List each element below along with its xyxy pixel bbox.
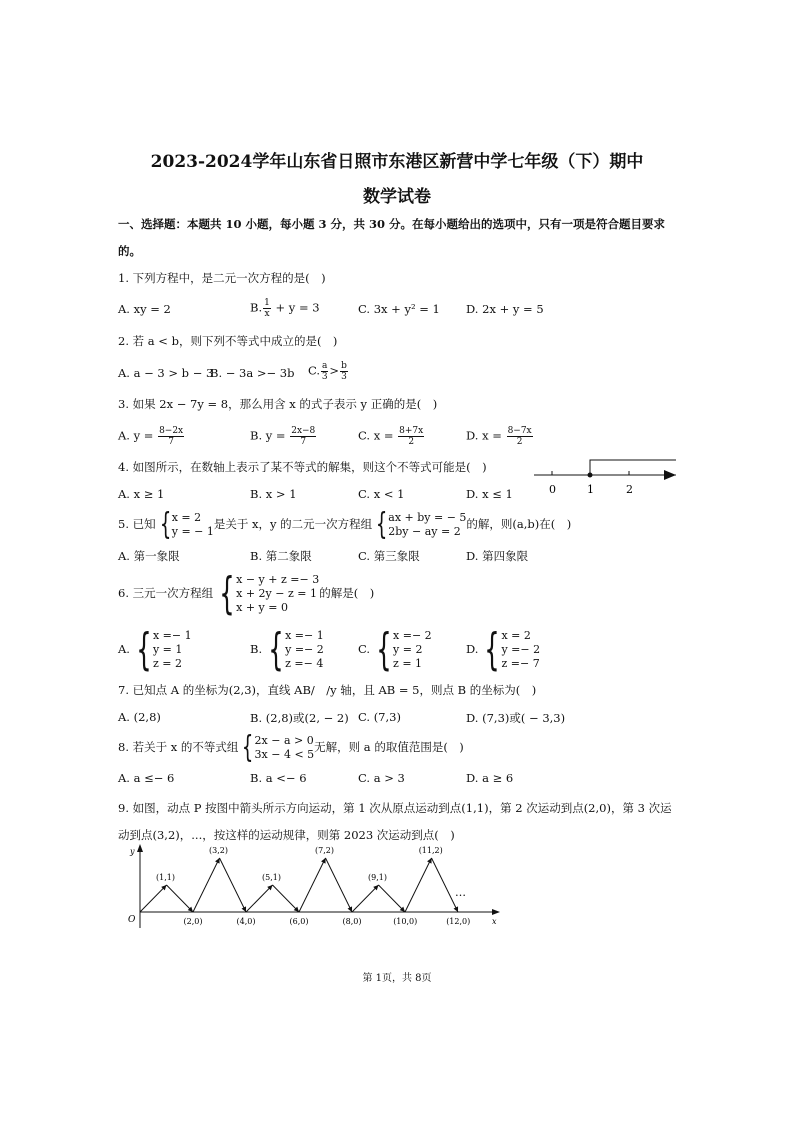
path-segment [379, 885, 406, 912]
q5-stem: 5. 已知 { x = 2 y = − 1 是关于 x，y 的二元一次方程组 { ax + by = − 5 2by − ay = 2 的解，则(a,b)在( ) [118, 507, 572, 542]
point-label: (2,0) [183, 917, 203, 926]
q8-stem: 8. 若关于 x 的不等式组 { 2x − a > 0 3x − 4 < 5 无解，则 a 的取值范围是( ) [118, 730, 464, 765]
axis-label-1: 1 [587, 483, 594, 496]
q7-option-a: A. (2,8) [118, 710, 161, 724]
movement-path-figure [118, 842, 508, 932]
path-segment [273, 885, 300, 912]
origin-label: O [128, 915, 136, 925]
point-label: (3,2) [209, 846, 228, 855]
point-label: (4,0) [236, 917, 256, 926]
q1-stem: 1. 下列方程中，是二元一次方程的是( ) [118, 271, 326, 285]
q5-option-d: D. 第四象限 [466, 549, 529, 563]
q8-option-d: D. a ≥ 6 [466, 771, 514, 785]
q3-option-a: A. y = $\frac{8-2x}{7}$ [118, 426, 184, 447]
q3-option-b: B. y = $\frac{2x-8}{7}$ [250, 426, 316, 447]
q1-option-c: C. 3x + y² = 1 [358, 302, 440, 316]
path-segment [405, 858, 432, 912]
q1-option-d: D. 2x + y = 5 [466, 302, 544, 316]
q1-option-b: B. $\frac{1}{x}$ + y = 3 [250, 298, 320, 319]
continuation-ellipsis: … [455, 886, 466, 899]
q4-option-d: D. x ≤ 1 [466, 487, 513, 501]
q1-option-a: A. xy = 2 [118, 302, 171, 316]
movement-path [140, 846, 470, 926]
q8-option-a: A. a ≤− 6 [118, 771, 175, 785]
q6-option-d: D. { x = 2 y =− 2 z =− 7 [466, 624, 541, 675]
q9-stem-line1: 9. 如图，动点 P 按图中箭头所示方向运动，第 1 次从原点运动到点(1,1)，第 2 次运动到点(2,0)，第 3 次运 [118, 801, 672, 815]
number-line-figure [530, 455, 680, 500]
path-segment [352, 885, 379, 912]
q9-stem-line2: 动到点(3,2)，...，按这样的运动规律，则第 2023 次运动到点( ) [118, 828, 455, 842]
point-label: (5,1) [262, 873, 281, 882]
q7-stem: 7. 已知点 A 的坐标为(2,3)，直线 AB/ /y 轴，且 AB = 5，则点 B 的坐标为( ) [118, 683, 537, 697]
q2-option-b: B. − 3a >− 3b [210, 366, 295, 380]
section-heading: 一、选择题：本题共 10 小题，每小题 3 分，共 30 分。在每小题给出的选项中，只有一项是符合题目要求 [118, 217, 666, 231]
path-segment [326, 858, 353, 912]
x-axis-arrow [492, 909, 500, 915]
q8-option-b: B. a <− 6 [250, 771, 307, 785]
exam-subtitle: 数学试卷 [363, 187, 431, 207]
q7-option-c: C. (7,3) [358, 710, 401, 724]
q7-option-b: B. (2,8)或(2, − 2) [250, 711, 349, 725]
path-segment [167, 885, 194, 912]
q3-option-c: C. x = $\frac{8+7x}{2}$ [358, 426, 424, 447]
q2-option-c: C. $\frac{a}{3}$ > $\frac{b}{3}$ [308, 361, 347, 382]
y-axis-arrow [137, 844, 143, 852]
path-segment [432, 858, 459, 912]
y-axis-label: y [130, 847, 135, 856]
exam-title: 2023-2024学年山东省日照市东港区新营中学七年级（下）期中 [150, 152, 644, 172]
path-segment [246, 885, 273, 912]
solution-ray [590, 460, 676, 475]
q4-stem: 4. 如图所示，在数轴上表示了某不等式的解集，则这个不等式可能是( ) [118, 460, 487, 474]
point-label: (8,0) [342, 917, 362, 926]
path-segment [220, 858, 247, 912]
path-segment [193, 858, 220, 912]
point-label: (10,0) [393, 917, 418, 926]
q6-stem: 6. 三元一次方程组 { x − y + z =− 3 x + 2y − z = 1 x + y = 0 的解是( ) [118, 568, 375, 619]
point-label: (1,1) [156, 873, 175, 882]
q5-option-c: C. 第三象限 [358, 549, 420, 563]
number-line-arrow [664, 470, 676, 480]
q4-option-a: A. x ≥ 1 [118, 487, 165, 501]
q5-option-a: A. 第一象限 [118, 549, 180, 563]
q6-option-c: C. { x =− 2 y = 2 z = 1 [358, 624, 432, 675]
q8-option-c: C. a > 3 [358, 771, 405, 785]
axis-label-0: 0 [549, 483, 556, 496]
q3-stem: 3. 如果 2x − 7y = 8，那么用含 x 的式子表示 y 正确的是( ) [118, 397, 438, 411]
x-axis-label: x [492, 917, 497, 926]
q4-option-b: B. x > 1 [250, 487, 297, 501]
point-label: (9,1) [368, 873, 387, 882]
point-label: (11,2) [418, 846, 443, 855]
q3-option-d: D. x = $\frac{8-7x}{2}$ [466, 426, 532, 447]
axis-label-2: 2 [626, 483, 633, 496]
q2-stem: 2. 若 a < b，则下列不等式中成立的是( ) [118, 334, 338, 348]
point-label: (12,0) [446, 917, 471, 926]
q5-option-b: B. 第二象限 [250, 549, 312, 563]
section-heading-cont: 的。 [118, 244, 141, 258]
point-label: (6,0) [289, 917, 309, 926]
path-segment [299, 858, 326, 912]
q4-option-c: C. x < 1 [358, 487, 405, 501]
q6-option-a: A. { x =− 1 y = 1 z = 2 [118, 624, 192, 675]
q7-option-d: D. (7,3)或( − 3,3) [466, 711, 566, 725]
q2-option-a: A. a − 3 > b − 3 [118, 366, 214, 380]
path-segment [140, 885, 167, 912]
point-label: (7,2) [315, 846, 334, 855]
q6-option-b: B. { x =− 1 y =− 2 z =− 4 [250, 624, 324, 675]
page-footer: 第 1页，共 8页 [362, 973, 432, 984]
